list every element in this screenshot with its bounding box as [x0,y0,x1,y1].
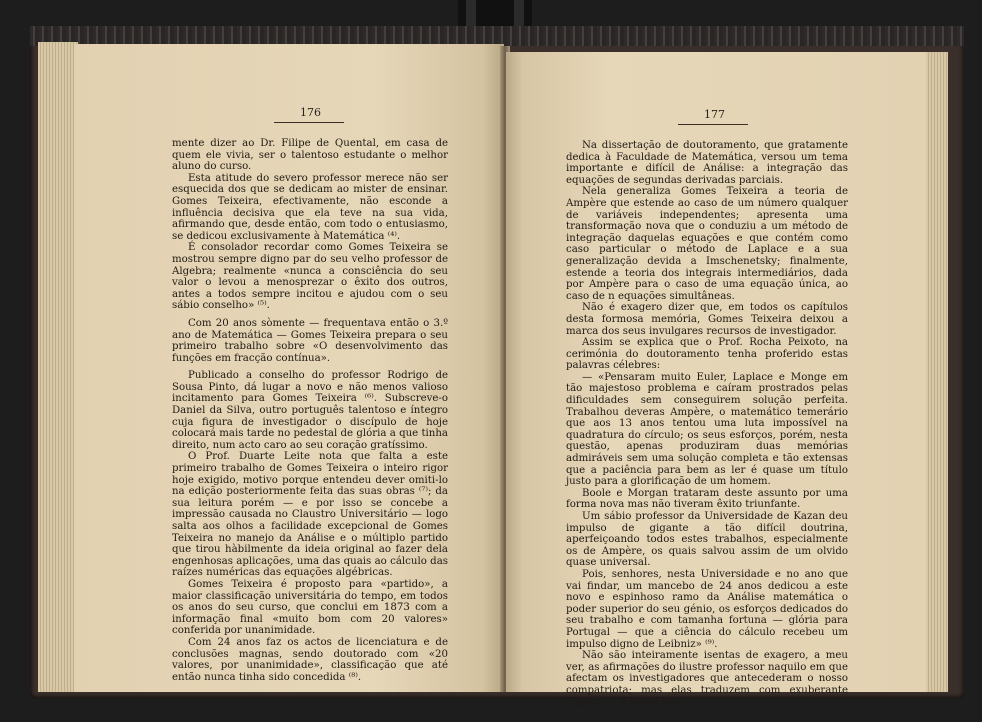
paragraph: Com 24 anos faz os actos de licenciatura e de conclusões magnas, sendo doutorado com «20 valores, por unanimidade», classificação que até então nunca tinha sido concedida ⁽⁸⁾. [172,636,448,683]
paragraph: É consolador recordar como Gomes Teixeira se mostrou sempre digno par do seu velho professor de Algebra; realmente «nunca a consciência do seu valor o levou a menosprezar o êxito dos outros, antes a todos sempre incitou e ajudou com o seu sábio conselho» ⁽⁵⁾. [172,242,448,312]
paragraph: Nela generaliza Gomes Teixeira a teoria de Ampère que estende ao caso de um número qualquer de variáveis independentes; apresenta uma transformação nova que o conduziu a um método de integração daquelas equações e que contém como caso particular o método de Laplace e a sua generalização devida a Imschenetsky; finalmente, estende a teoria dos integrais intermediários, dada por Ampère para o caso de uma equação única, ao caso de n equações simultâneas. [566,186,848,302]
right-page [506,52,926,708]
right-header-rule [678,124,748,125]
left-page-text [172,138,448,683]
paragraph: Boole e Morgan trataram deste assunto por uma forma nova mas não tiveram êxito triunfante. [566,487,848,511]
paragraph: Pois, senhores, nesta Universidade e no ano que vai findar, um mancebo de 24 anos dedicou a este novo e espinhoso ramo da Análise matemática o poder superior do seu génio, os esforços dedicados do seu trabalho e com tamanha fortuna — glória para Portugal — que a ciência do cálculo recebeu um impulso digno de Leibniz» ⁽⁹⁾. [566,568,848,650]
cover-top-edge [30,26,964,46]
paragraph: Com 20 anos sòmente — frequentava então o 3.º ano de Matemática — Gomes Teixeira prepara o seu primeiro trabalho sobre «O desenvolvimento das funções em fracção contínua». [172,317,448,364]
left-page-edges [38,42,78,692]
paragraph: mente dizer ao Dr. Filipe de Quental, em casa de quem ele vivia, ser o talentoso estudante o melhor aluno do curso. [172,138,448,173]
left-page [74,44,504,692]
paragraph: Não são inteiramente isentas de exagero, a meu ver, as afirmações do ilustre professor naquilo em que afectam os investigadores que antecederam o nosso compatriota; mas elas traduzem com exuberante clareza — e nesse par- [566,650,848,708]
paragraph: O Prof. Duarte Leite nota que falta a este primeiro trabalho de Gomes Teixeira o inteiro rigor hoje exigido, motivo porque entendeu dever omiti-lo na edição posteriormente feita das suas obras ⁽⁷⁾; da sua leitura porém — e por isso se concebe a impressão causada no Claustro Universitário — logo salta aos olhos a facilidade excepcional de Gomes Teixeira no manejo da Análise e o múltiplo partido que tirou hàbilmente da ideia original ao fazer dela engenhosas aplicações, uma das quais ao cálculo das raízes numéricas das equações algébricas. [172,451,448,579]
paragraph: Assim se explica que o Prof. Rocha Peixoto, na cerimónia do doutoramento tenha proferido estas palavras célebres: [566,337,848,372]
paragraph: Publicado a conselho do professor Rodrigo de Sousa Pinto, dá lugar a novo e não menos valioso incitamento para Gomes Teixeira ⁽⁶⁾. Subscreve-o Daniel da Silva, outro português talentoso e íntegro cuja figura de investigador o discípulo de hoje colocará mais tarde no pedestal de glória a que tinha direito, num acto caro ao seu coração gratíssimo. [172,370,448,451]
paragraph: Não é exagero dizer que, em todos os capítulos desta formosa memória, Gomes Teixeira deixou a marca dos seus invulgares recursos de investigador. [566,302,848,337]
paragraph: Gomes Teixeira é proposto para «partido», a maior classificação universitária do tempo, em todos os anos do seu curso, que conclui em 1873 com a informação final «muito bom com 20 valores» conferida por unanimidade. [172,578,448,637]
right-page-number: 177 [704,108,725,121]
left-page-number: 176 [300,106,321,119]
paragraph: Na dissertação de doutoramento, que gratamente dedica à Faculdade de Matemática, versou um tema importante e difícil de Análise: a integração das equações de segundas derivadas parciais. [566,140,848,186]
left-header-rule [274,122,344,123]
right-page-text [566,140,848,708]
paragraph: — «Pensaram muito Euler, Laplace e Monge em tão majestoso problema e caíram prostrados pelas dificuldades sem conseguirem solução perfeita. Trabalhou deveras Ampère, o matemático temerário que aos 13 anos tentou uma luta impossível na quadratura do círculo; os seus esforços, porém, nesta questão, apenas produziram duas memórias admiráveis sem uma solução completa e tão extensas que a paciência para bem as ler é quase um título justo para a glorificação de um homem. [566,371,848,488]
paragraph: Um sábio professor da Universidade de Kazan deu impulso de gigante a tão difícil doutrina, aperfeiçoando todos estes trabalhos, especialmente os de Ampère, os quais salvou assim de um olvido quase universal. [566,511,848,569]
paragraph: Esta atitude do severo professor merece não ser esquecida dos que se dedicam ao mister de ensinar. Gomes Teixeira, efectivamente, não esconde a influência decisiva que ela teve na sua vida, afirmando que, desde então, com todo o entusiasmo, se dedicou exclusivamente à Matemática ⁽⁴⁾. [172,172,448,242]
